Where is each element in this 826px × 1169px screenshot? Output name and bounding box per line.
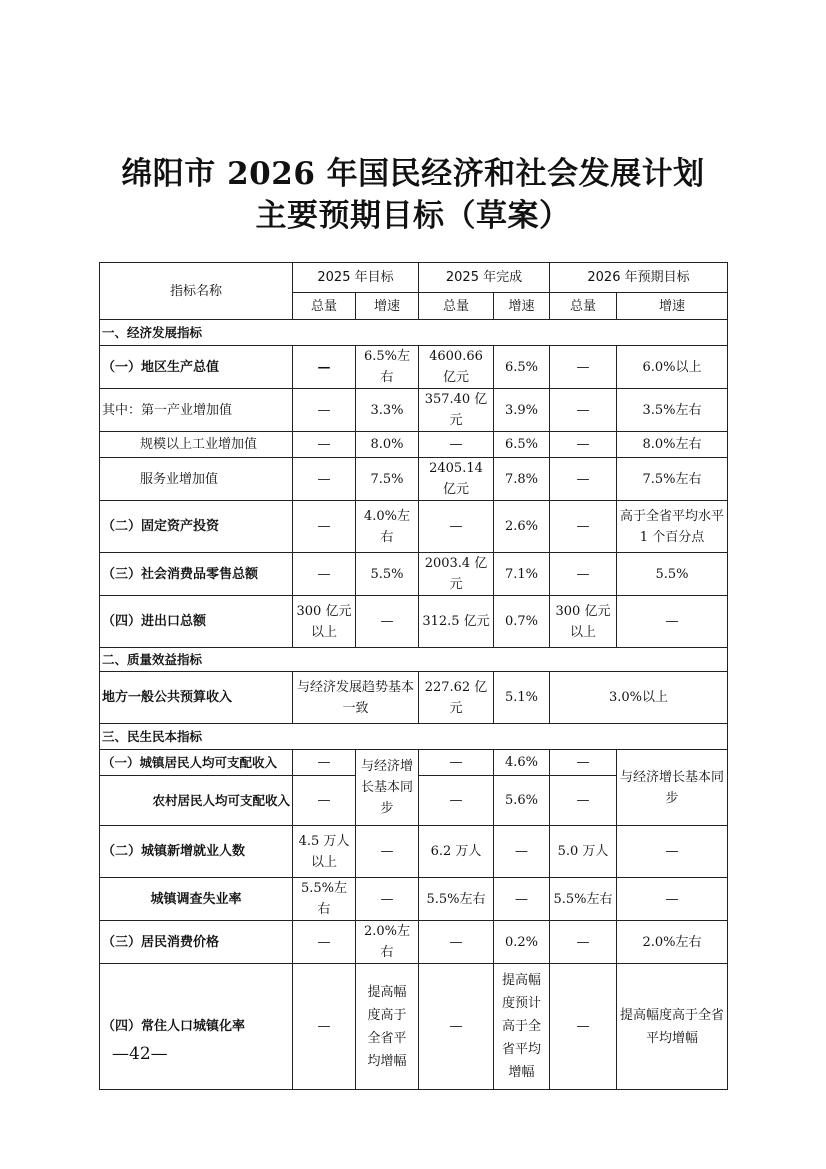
cell: 7.1% (494, 553, 550, 596)
cell: 7.5% (356, 458, 419, 501)
cell: 与经济增长基本同步 (356, 750, 419, 826)
table-row (100, 458, 728, 501)
cell: 5.5%左右 (550, 878, 617, 921)
cell: 3.9% (494, 389, 550, 432)
section-row (100, 724, 728, 750)
table-row (100, 826, 728, 878)
cell: 4.6% (494, 750, 550, 776)
cell: — (419, 432, 494, 458)
cell: — (293, 389, 356, 432)
cell: — (293, 501, 356, 553)
cell: 提高幅度高于全省平均增幅 (356, 964, 419, 1090)
cell: — (617, 878, 728, 921)
cell: — (293, 921, 356, 964)
cell: 6.5% (494, 432, 550, 458)
row-label: （三）居民消费价格 (100, 921, 293, 964)
cell: — (356, 826, 419, 878)
cell: — (550, 776, 617, 826)
cell: 5.5%左右 (293, 878, 356, 921)
row-label: （三）社会消费品零售总额 (100, 553, 293, 596)
cell: — (550, 921, 617, 964)
cell: 5.5%左右 (419, 878, 494, 921)
cell: 高于全省平均水平 1 个百分点 (617, 501, 728, 553)
table-row (100, 672, 728, 724)
table-row (100, 346, 728, 389)
subheader-total: 总量 (550, 293, 617, 320)
cell: — (356, 878, 419, 921)
cell: 0.2% (494, 921, 550, 964)
cell: — (550, 389, 617, 432)
section-title-quality: 二、质量效益指标 (100, 648, 728, 672)
cell: 4.0%左右 (356, 501, 419, 553)
cell: 提高幅度高于全省平均增幅 (617, 964, 728, 1090)
row-label: （二）城镇新增就业人数 (100, 826, 293, 878)
cell: — (419, 776, 494, 826)
cell: 2405.14 亿元 (419, 458, 494, 501)
cell: 300 亿元以上 (550, 596, 617, 648)
cell: — (419, 964, 494, 1090)
cell: — (550, 458, 617, 501)
cell: — (419, 501, 494, 553)
table-row (100, 964, 728, 1090)
row-label: 其中：第一产业增加值 (100, 389, 293, 432)
table-row (100, 596, 728, 648)
cell: — (293, 776, 356, 826)
cell: — (419, 921, 494, 964)
table-row (100, 921, 728, 964)
cell: — (419, 750, 494, 776)
row-label: 城镇调查失业率 (100, 878, 293, 921)
col-header-2025-target: 2025 年目标 (293, 263, 419, 293)
section-row (100, 320, 728, 346)
cell: 2.6% (494, 501, 550, 553)
subheader-growth: 增速 (617, 293, 728, 320)
cell: 2.0%左右 (356, 921, 419, 964)
cell: — (550, 553, 617, 596)
col-header-2026-target: 2026 年预期目标 (550, 263, 728, 293)
cell: — (550, 750, 617, 776)
row-label: 规模以上工业增加值 (100, 432, 293, 458)
subheader-growth: 增速 (356, 293, 419, 320)
cell: — (293, 432, 356, 458)
row-label: 地方一般公共预算收入 (100, 672, 293, 724)
row-label: （一）地区生产总值 (100, 346, 293, 389)
document-title-line1: 绵阳市 2026 年国民经济和社会发展计划 (121, 156, 705, 192)
cell: 2.0%左右 (617, 921, 728, 964)
subheader-total: 总量 (293, 293, 356, 320)
cell: — (293, 346, 356, 389)
cell: — (617, 596, 728, 648)
header-row-1 (100, 263, 728, 293)
cell: 4.5 万人以上 (293, 826, 356, 878)
table-row (100, 432, 728, 458)
cell: — (293, 750, 356, 776)
cell: — (356, 596, 419, 648)
cell: 5.1% (494, 672, 550, 724)
table-row (100, 553, 728, 596)
section-title-economy: 一、经济发展指标 (100, 320, 728, 346)
cell: 8.0% (356, 432, 419, 458)
cell: 5.5% (617, 553, 728, 596)
cell: 7.5%左右 (617, 458, 728, 501)
row-label: 服务业增加值 (100, 458, 293, 501)
subheader-growth: 增速 (494, 293, 550, 320)
table-row (100, 501, 728, 553)
row-label: 农村居民人均可支配收入 (100, 776, 293, 826)
cell: — (550, 346, 617, 389)
cell: 357.40 亿元 (419, 389, 494, 432)
row-label: （一）城镇居民人均可支配收入 (100, 750, 293, 776)
document-title-line2: 主要预期目标（草案） (255, 198, 571, 234)
row-label: （二）固定资产投资 (100, 501, 293, 553)
cell: 6.5%左右 (356, 346, 419, 389)
cell: 0.7% (494, 596, 550, 648)
row-label: （四）常住人口城镇化率 (100, 964, 293, 1090)
cell: — (494, 826, 550, 878)
cell: 与经济增长基本同步 (617, 750, 728, 826)
cell: — (494, 878, 550, 921)
cell: 312.5 亿元 (419, 596, 494, 648)
cell: 3.3% (356, 389, 419, 432)
section-row (100, 648, 728, 672)
cell: 5.0 万人 (550, 826, 617, 878)
cell: 3.5%左右 (617, 389, 728, 432)
table-row (100, 878, 728, 921)
cell: — (293, 458, 356, 501)
section-title-livelihood: 三、民生民本指标 (100, 724, 728, 750)
row-label: （四）进出口总额 (100, 596, 293, 648)
col-header-2025-done: 2025 年完成 (419, 263, 550, 293)
cell: 5.6% (494, 776, 550, 826)
table-row (100, 750, 728, 776)
cell: 227.62 亿元 (419, 672, 494, 724)
cell: 6.0%以上 (617, 346, 728, 389)
table-row (100, 389, 728, 432)
cell: 3.0%以上 (550, 672, 728, 724)
cell: 5.5% (356, 553, 419, 596)
cell: — (550, 964, 617, 1090)
cell: 4600.66 亿元 (419, 346, 494, 389)
cell: 6.5% (494, 346, 550, 389)
cell: 提高幅度预计高于全省平均增幅 (494, 964, 550, 1090)
cell: — (293, 964, 356, 1090)
cell: 8.0%左右 (617, 432, 728, 458)
cell: — (293, 553, 356, 596)
cell: — (550, 501, 617, 553)
subheader-total: 总量 (419, 293, 494, 320)
targets-table (99, 262, 728, 1090)
cell: — (617, 826, 728, 878)
cell: 300 亿元以上 (293, 596, 356, 648)
cell: 7.8% (494, 458, 550, 501)
page-number: —42— (112, 1044, 168, 1064)
col-header-name: 指标名称 (100, 263, 293, 320)
cell: 6.2 万人 (419, 826, 494, 878)
cell: 2003.4 亿元 (419, 553, 494, 596)
cell: — (550, 432, 617, 458)
cell: 与经济发展趋势基本一致 (293, 672, 419, 724)
